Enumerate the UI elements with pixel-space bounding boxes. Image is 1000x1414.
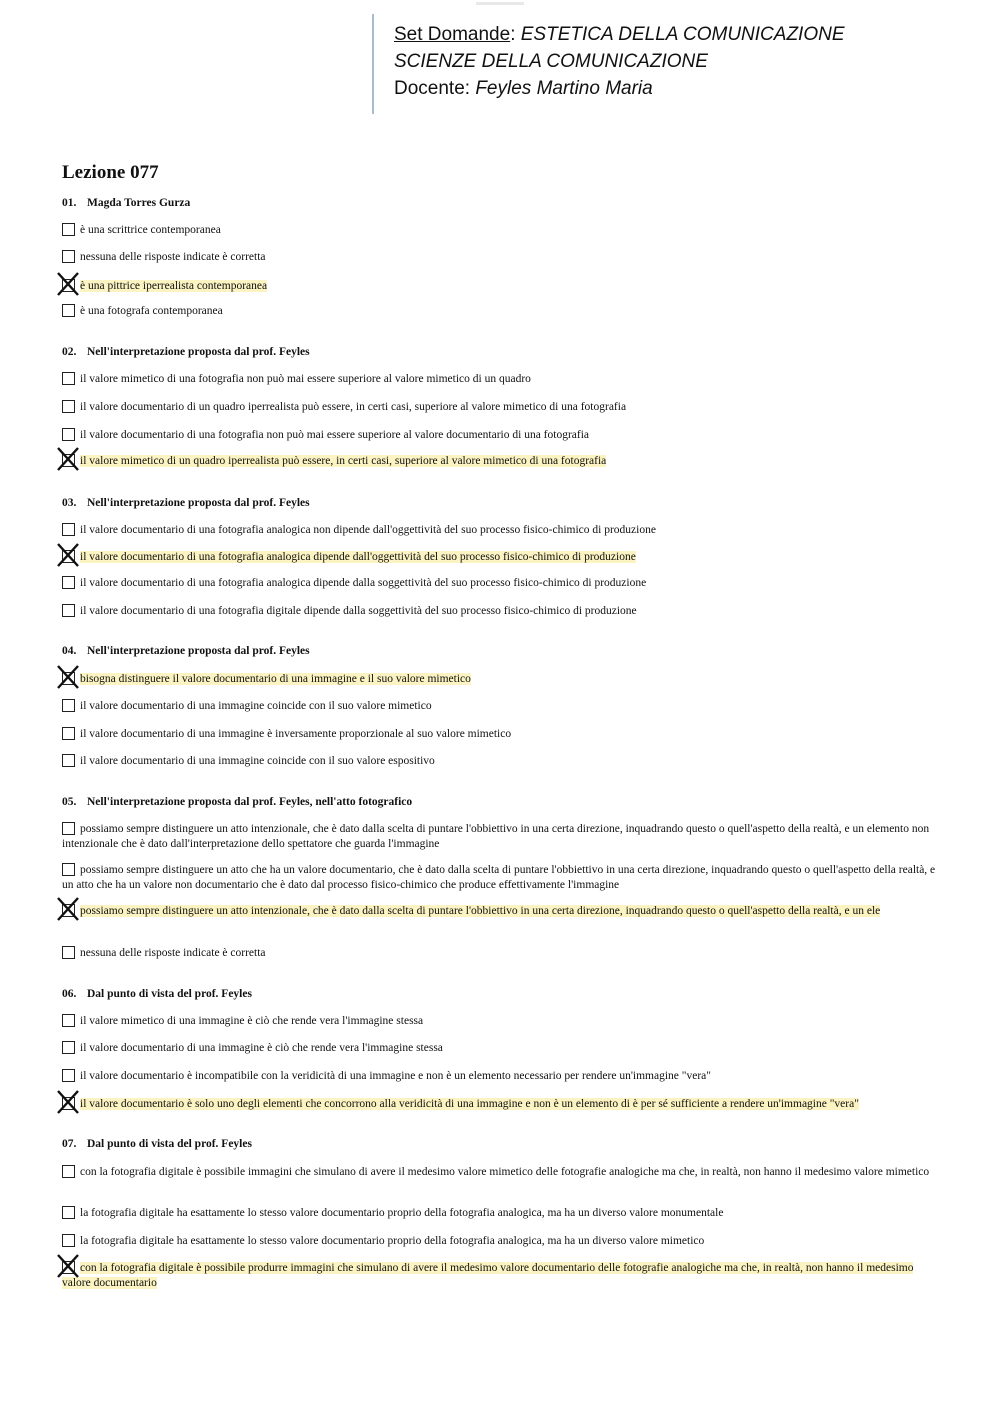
answer-text: la fotografia digitale ha esattamente lo stesso valore documentario proprio della fotografia analogica, ma ha un diverso valore monumentale <box>80 1207 724 1219</box>
answer-text: con la fotografia digitale è possibile immagini che simulano di avere il medesimo valore mimetico delle fotografie analogiche ma che, in realtà, non hanno il medesimo valore mimetico <box>80 1166 930 1178</box>
answer-checkbox[interactable] <box>62 754 75 767</box>
answer-option-selected[interactable] <box>62 904 938 919</box>
answer-checkbox[interactable] <box>62 1069 75 1082</box>
question-number: 03. <box>62 497 77 509</box>
answer-text: il valore documentario di una immagine è ciò che rende vera l'immagine stessa <box>80 1042 443 1054</box>
answer-text: possiamo sempre distinguere un atto che ha un valore documentario, che è dato dalla scelta di puntare l'obbiettivo in una certa direzione, inquadrando questo o quell'aspetto della realtà, e un atto che ha un valore non documentario che è dato dal processo fisico-chimico che produce effettivamente l'immagine <box>62 864 936 891</box>
x-mark-icon <box>56 896 80 922</box>
answer-text: il valore documentario di una fotografia analogica dipende dalla soggettività del suo processo fisico-chimico di produzione <box>80 577 647 589</box>
x-mark-icon <box>56 542 80 568</box>
question-title <box>62 346 310 358</box>
answer-option[interactable] <box>62 604 938 619</box>
answer-option[interactable] <box>62 754 938 769</box>
set-line: Set Domande: ESTETICA DELLA COMUNICAZIONE <box>394 24 845 45</box>
answer-option[interactable] <box>62 250 938 265</box>
answer-checkbox[interactable] <box>62 1206 75 1219</box>
answer-checkbox[interactable] <box>62 727 75 740</box>
answer-checkbox[interactable] <box>62 604 75 617</box>
answer-checkbox[interactable] <box>62 699 75 712</box>
answer-text: il valore mimetico di una fotografia non può mai essere superiore al valore mimetico di un quadro <box>80 373 531 385</box>
answer-option[interactable] <box>62 523 938 538</box>
answer-option[interactable] <box>62 223 938 238</box>
teacher-line <box>394 78 653 100</box>
answer-text: il valore mimetico di un quadro iperrealista può essere, in certi casi, superiore al valore mimetico di una fotografia <box>80 455 607 467</box>
answer-option[interactable] <box>62 576 938 591</box>
question-title <box>62 645 310 657</box>
answer-checkbox[interactable] <box>62 250 75 263</box>
answer-option[interactable] <box>62 822 938 852</box>
question-number: 04. <box>62 645 77 657</box>
answer-checkbox[interactable] <box>62 1041 75 1054</box>
faculty-line <box>394 51 708 73</box>
answer-option-selected[interactable] <box>62 279 938 294</box>
answer-text: la fotografia digitale ha esattamente lo stesso valore documentario proprio della fotografia analogica, ma ha un diverso valore mimetico <box>80 1235 705 1247</box>
answer-option[interactable] <box>62 863 938 893</box>
question-text: Nell'interpretazione proposta dal prof. Feyles <box>87 346 310 358</box>
question-text: Nell'interpretazione proposta dal prof. Feyles, nell'atto fotografico <box>87 796 413 808</box>
answer-text: il valore documentario di una fotografia analogica non dipende dall'oggettività del suo processo fisico-chimico di produzione <box>80 524 656 536</box>
question-title <box>62 197 190 209</box>
page-top-mark <box>476 2 524 5</box>
answer-option[interactable] <box>62 1234 938 1249</box>
x-mark-icon <box>56 446 80 472</box>
answer-option[interactable] <box>62 1165 938 1180</box>
answer-checkbox[interactable] <box>62 1234 75 1247</box>
answer-text: possiamo sempre distinguere un atto intenzionale, che è dato dalla scelta di puntare l'obbiettivo in una certa direzione, inquadrando questo o quell'aspetto della realtà, e un elemento non intenzionale che è dato dall'interpretazione dello spettatore che guarda l'immagine <box>62 823 930 850</box>
answer-checkbox[interactable] <box>62 304 75 317</box>
question-number: 07. <box>62 1138 77 1150</box>
question-text: Nell'interpretazione proposta dal prof. Feyles <box>87 645 310 657</box>
x-mark-icon <box>56 664 80 690</box>
question-text: Dal punto di vista del prof. Feyles <box>87 1138 252 1150</box>
question-number: 05. <box>62 796 77 808</box>
question-number: 02. <box>62 346 77 358</box>
question-title <box>62 796 412 808</box>
answer-checkbox[interactable] <box>62 822 75 835</box>
answer-option[interactable] <box>62 946 938 961</box>
answer-checkbox[interactable] <box>62 1165 75 1178</box>
answer-text: nessuna delle risposte indicate è corretta <box>80 947 266 959</box>
question-text: Magda Torres Gurza <box>87 197 191 209</box>
answer-checkbox[interactable] <box>62 1014 75 1027</box>
question-number: 01. <box>62 197 77 209</box>
course-title: ESTETICA DELLA COMUNICAZIONE <box>520 24 845 45</box>
answer-text: è una pittrice iperrealista contemporanea <box>80 280 268 292</box>
answer-text: il valore documentario di una immagine è inversamente proporzionale al suo valore mimetico <box>80 728 512 740</box>
question-text: Dal punto di vista del prof. Feyles <box>87 988 252 1000</box>
answer-checkbox[interactable] <box>62 863 75 876</box>
x-mark-icon <box>56 271 80 297</box>
answer-option[interactable] <box>62 372 938 387</box>
answer-option-selected[interactable] <box>62 1261 938 1291</box>
answer-option[interactable] <box>62 428 938 443</box>
answer-option[interactable] <box>62 727 938 742</box>
answer-checkbox[interactable] <box>62 428 75 441</box>
answer-checkbox[interactable] <box>62 372 75 385</box>
answer-option[interactable] <box>62 1206 938 1221</box>
answer-text: il valore documentario di un quadro iperrealista può essere, in certi casi, superiore al valore mimetico di una fotografia <box>80 401 627 413</box>
answer-option[interactable] <box>62 1069 938 1084</box>
question-title <box>62 497 310 509</box>
answer-text: il valore documentario è solo uno degli elementi che concorrono alla veridicità di una immagine e non è un elemento di è per sé sufficiente a rendere un'immagine "vera" <box>80 1098 859 1110</box>
faculty-name: SCIENZE DELLA COMUNICAZIONE <box>394 51 708 72</box>
answer-text: il valore documentario di una fotografia analogica dipende dall'oggettività del suo processo fisico-chimico di produzione <box>80 551 636 563</box>
answer-checkbox[interactable] <box>62 946 75 959</box>
answer-option[interactable] <box>62 400 938 415</box>
set-label: Set Domande <box>394 24 511 45</box>
x-mark-icon <box>56 1089 80 1115</box>
answer-checkbox[interactable] <box>62 400 75 413</box>
answer-text: il valore documentario di una fotografia digitale dipende dalla soggettività del suo processo fisico-chimico di produzione <box>80 605 637 617</box>
question-text: Nell'interpretazione proposta dal prof. Feyles <box>87 497 310 509</box>
answer-text: il valore documentario è incompatibile con la veridicità di una immagine e non è un elemento necessario per rendere un'immagine "vera" <box>80 1070 711 1082</box>
answer-option-selected[interactable] <box>62 672 938 687</box>
answer-option[interactable] <box>62 1041 938 1056</box>
answer-text: il valore documentario di una fotografia non può mai essere superiore al valore documentario di una fotografia <box>80 429 590 441</box>
answer-checkbox[interactable] <box>62 576 75 589</box>
answer-option-selected[interactable] <box>62 1097 938 1112</box>
teacher-name: Feyles Martino Maria <box>475 78 653 99</box>
answer-text: nessuna delle risposte indicate è corretta <box>80 251 266 263</box>
lesson-title: Lezione 077 <box>62 162 159 183</box>
answer-text: è una scrittrice contemporanea <box>80 224 221 236</box>
answer-option-selected[interactable] <box>62 550 938 565</box>
question-title <box>62 1138 252 1150</box>
answer-option[interactable] <box>62 304 938 319</box>
answer-option[interactable] <box>62 699 938 714</box>
answer-text: il valore mimetico di una immagine è ciò che rende vera l'immagine stessa <box>80 1015 424 1027</box>
answer-text: bisogna distinguere il valore documentario di una immagine e il suo valore mimetico <box>80 673 471 685</box>
answer-text: possiamo sempre distinguere un atto intenzionale, che è dato dalla scelta di puntare l'obbiettivo in una certa direzione, inquadrando questo o quell'aspetto della realtà, e un ele <box>80 905 881 917</box>
answer-option-selected[interactable] <box>62 454 938 469</box>
answer-checkbox[interactable] <box>62 523 75 536</box>
answer-text: con la fotografia digitale è possibile produrre immagini che simulano di avere il medesimo valore documentario delle fotografie analogiche ma che, in realtà, non hanno il medesimo valore documentario <box>62 1262 914 1289</box>
answer-text: il valore documentario di una immagine coincide con il suo valore mimetico <box>80 700 432 712</box>
x-mark-icon <box>56 1253 80 1279</box>
question-title <box>62 988 252 1000</box>
question-number: 06. <box>62 988 77 1000</box>
answer-text: è una fotografa contemporanea <box>80 305 223 317</box>
teacher-label: Docente: <box>394 78 471 99</box>
answer-checkbox[interactable] <box>62 223 75 236</box>
document-header <box>372 14 934 114</box>
answer-option[interactable] <box>62 1014 938 1029</box>
answer-text: il valore documentario di una immagine coincide con il suo valore espositivo <box>80 755 435 767</box>
